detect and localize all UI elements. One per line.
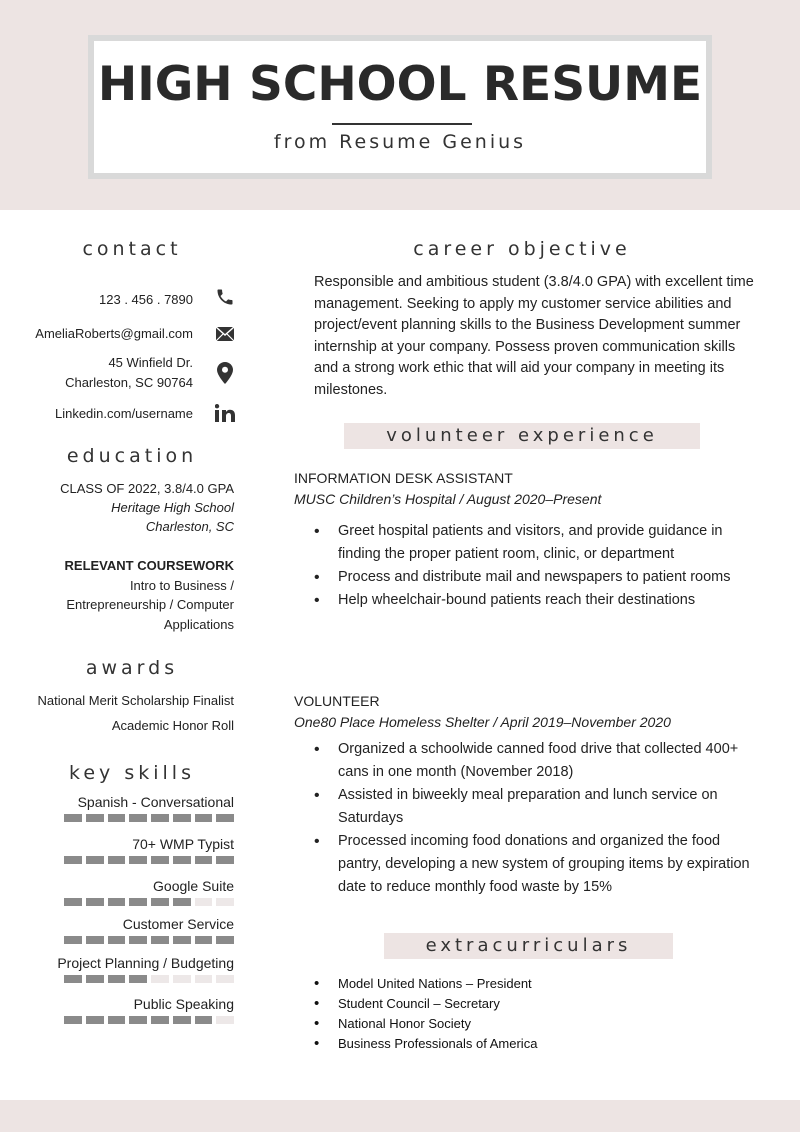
job-title: INFORMATION DESK ASSISTANT <box>294 470 513 486</box>
job-title: VOLUNTEER <box>294 693 380 709</box>
skill-level-bar <box>64 898 234 906</box>
job-bullets <box>338 520 758 612</box>
skill-level-segment <box>216 856 234 864</box>
skill-level-segment <box>64 814 82 822</box>
skill-level-segment <box>151 856 169 864</box>
skill-level-segment <box>173 1016 191 1024</box>
job-subtitle: One80 Place Homeless Shelter / April 2019–November 2020 <box>294 714 671 730</box>
coursework-line: Intro to Business / <box>129 578 234 593</box>
coursework-line: Applications <box>163 617 234 632</box>
skill-level-segment <box>86 975 104 983</box>
skill-level-segment <box>129 936 147 944</box>
list-item: • Model United Nations – President <box>338 974 758 994</box>
skill-level-segment <box>195 1016 213 1024</box>
skill-label: Google Suite <box>153 878 234 894</box>
skill-level-segment <box>216 898 234 906</box>
location-pin-icon <box>214 362 236 384</box>
skill-level-segment <box>86 898 104 906</box>
skill-label: 70+ WMP Typist <box>132 836 234 852</box>
skill-level-bar <box>64 814 234 822</box>
page-subtitle: from Resume Genius <box>273 131 527 153</box>
skill-label: Customer Service <box>122 916 234 932</box>
skill-level-segment <box>108 936 126 944</box>
skill-level-segment <box>129 1016 147 1024</box>
skill-level-segment <box>173 975 191 983</box>
skill-level-segment <box>108 898 126 906</box>
skill-level-segment <box>151 936 169 944</box>
skill-level-segment <box>64 975 82 983</box>
skill-level-segment <box>151 1016 169 1024</box>
skill-level-segment <box>216 936 234 944</box>
skill-level-segment <box>195 856 213 864</box>
skill-level-segment <box>86 1016 104 1024</box>
skill-level-segment <box>108 1016 126 1024</box>
skill-level-segment <box>173 856 191 864</box>
skill-level-segment <box>195 814 213 822</box>
skill-level-segment <box>86 856 104 864</box>
list-item: • Help wheelchair-bound patients reach their destinations <box>338 589 758 612</box>
volunteer-heading: volunteer experience <box>344 423 700 449</box>
skill-level-bar <box>64 1016 234 1024</box>
skill-level-segment <box>216 975 234 983</box>
award-item: Academic Honor Roll <box>111 718 234 733</box>
list-item: • Business Professionals of America <box>338 1034 758 1054</box>
skill-label: Project Planning / Budgeting <box>57 955 234 971</box>
job-bullets <box>338 738 758 899</box>
skill-level-bar <box>64 856 234 864</box>
skill-level-segment <box>108 856 126 864</box>
list-item: • Assisted in biweekly meal preparation and lunch service on Saturdays <box>338 784 758 830</box>
skill-level-bar <box>64 975 234 983</box>
education-heading: education <box>66 445 198 467</box>
awards-heading: awards <box>85 657 179 679</box>
skill-level-segment <box>151 814 169 822</box>
skill-label: Public Speaking <box>133 996 234 1012</box>
skill-level-segment <box>195 898 213 906</box>
list-item: • National Honor Society <box>338 1014 758 1034</box>
skills-heading: key skills <box>69 762 195 784</box>
coursework-heading: RELEVANT COURSEWORK <box>64 558 234 573</box>
education-location: Charleston, SC <box>145 519 234 534</box>
contact-linkedin: Linkedin.com/username <box>54 406 193 421</box>
skill-label: Spanish - Conversational <box>77 794 234 810</box>
objective-text: Responsible and ambitious student (3.8/4.0 GPA) with excellent time management. Seeking to apply my customer service abilities and project/event planning skills to the Business Development summer internship at your company. Possess proven communication skills and a strong work ethic that will aid your company in meeting its milestones. <box>314 274 754 398</box>
page-title: HIGH SCHOOL RESUME <box>97 57 703 112</box>
list-item: • Student Council – Secretary <box>338 994 758 1014</box>
skill-level-bar <box>64 936 234 944</box>
contact-address-line2: Charleston, SC 90764 <box>65 375 193 390</box>
footer-band <box>0 1100 800 1132</box>
phone-icon <box>214 286 236 308</box>
skill-level-segment <box>64 1016 82 1024</box>
skill-level-segment <box>108 975 126 983</box>
skill-level-segment <box>173 814 191 822</box>
education-class: CLASS OF 2022, 3.8/4.0 GPA <box>60 481 234 496</box>
linkedin-icon <box>214 402 236 424</box>
list-item: • Process and distribute mail and newspapers to patient rooms <box>338 566 758 589</box>
envelope-icon <box>214 323 236 345</box>
contact-phone: 123 . 456 . 7890 <box>99 292 193 307</box>
coursework-line: Entrepreneurship / Computer <box>66 597 234 612</box>
skill-level-segment <box>64 898 82 906</box>
award-item: National Merit Scholarship Finalist <box>37 693 234 708</box>
list-item: • Organized a schoolwide canned food drive that collected 400+ cans in one month (November 2018) <box>338 738 758 784</box>
skill-level-segment <box>129 814 147 822</box>
list-item: • Greet hospital patients and visitors, and provide guidance in finding the proper patient room, clinic, or department <box>338 520 758 566</box>
job-subtitle: MUSC Children’s Hospital / August 2020–Present <box>294 491 602 507</box>
skill-level-segment <box>64 936 82 944</box>
education-school: Heritage High School <box>111 500 234 515</box>
extracurriculars-heading: extracurriculars <box>384 933 673 959</box>
skill-level-segment <box>151 898 169 906</box>
extracurriculars-list <box>338 974 758 1054</box>
skill-level-segment <box>64 856 82 864</box>
list-item: • Processed incoming food donations and organized the food pantry, developing a new system of grouping items by expiration date to reduce monthly food waste by 15% <box>338 830 758 899</box>
skill-level-segment <box>216 1016 234 1024</box>
skill-level-segment <box>173 898 191 906</box>
skill-level-segment <box>129 898 147 906</box>
skill-level-segment <box>129 975 147 983</box>
skill-level-segment <box>129 856 147 864</box>
objective-heading: career objective <box>413 238 631 260</box>
skill-level-segment <box>108 814 126 822</box>
skill-level-segment <box>216 814 234 822</box>
skill-level-segment <box>195 936 213 944</box>
contact-email: AmeliaRoberts@gmail.com <box>35 326 193 341</box>
title-box <box>88 35 712 179</box>
skill-level-segment <box>195 975 213 983</box>
contact-heading: contact <box>82 238 182 260</box>
skill-level-segment <box>86 936 104 944</box>
title-divider <box>332 123 472 125</box>
contact-address-line1: 45 Winfield Dr. <box>108 355 193 370</box>
skill-level-segment <box>173 936 191 944</box>
skill-level-segment <box>151 975 169 983</box>
skill-level-segment <box>86 814 104 822</box>
